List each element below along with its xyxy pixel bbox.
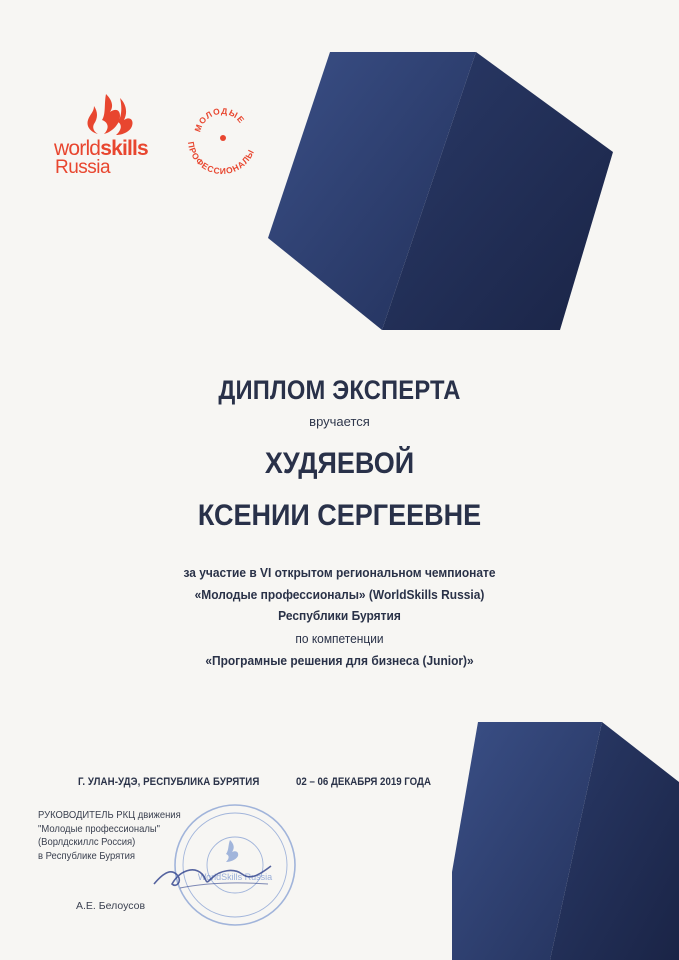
participation-line: за участие в VI открытом региональном чемпионате (183, 565, 496, 580)
championship-name: «Молодые профессионалы» (WorldSkills Russia) (194, 587, 485, 602)
worldskills-wordmark: worldskills (54, 137, 148, 160)
svg-text:МОЛОДЫЕ (192, 106, 247, 133)
decorative-cube-bottom (452, 722, 679, 960)
awarded-text: вручается (309, 414, 370, 429)
signatory-line-2: "Молодые профессионалы" (38, 822, 161, 835)
diploma-title: ДИПЛОМ ЭКСПЕРТА (218, 375, 461, 405)
signatory-line-3: (Ворлдскиллс Россия) (38, 836, 136, 848)
professionaly-text: ПРОФЕССИОНАЛЫ (185, 140, 257, 177)
worldskills-logo (54, 92, 148, 182)
worldskills-country: Russia (55, 157, 111, 178)
event-place: Г. УЛАН-УДЭ, РЕСПУБЛИКА БУРЯТИЯ (78, 776, 260, 788)
molodye-text: МОЛОДЫЕ (192, 105, 247, 134)
decorative-cube-top (268, 52, 613, 330)
molodye-professionaly-logo (178, 96, 268, 186)
signatory-line-4: в Республике Бурятия (38, 849, 135, 862)
worldskills-flame-icon (86, 92, 136, 136)
handwritten-signature (150, 858, 275, 892)
competency-label: по компетенции (295, 631, 384, 646)
region-name: Республики Бурятия (278, 608, 401, 623)
recipient-surname: ХУДЯЕВОЙ (264, 447, 415, 480)
recipient-given-names: КСЕНИИ СЕРГЕЕВНЕ (197, 499, 482, 532)
stamp-text: WorldSkills Russia (197, 872, 273, 882)
signatory-line-1: РУКОВОДИТЕЛЬ РКЦ движения (38, 809, 181, 821)
signatory-name: А.Е. Белоусов (76, 900, 146, 912)
svg-text:ПРОФЕССИОНАЛЫ (186, 141, 256, 176)
event-dates: 02 – 06 ДЕКАБРЯ 2019 ГОДА (296, 776, 431, 788)
competency-name: «Програмные решения для бизнеса (Junior)» (205, 653, 474, 668)
